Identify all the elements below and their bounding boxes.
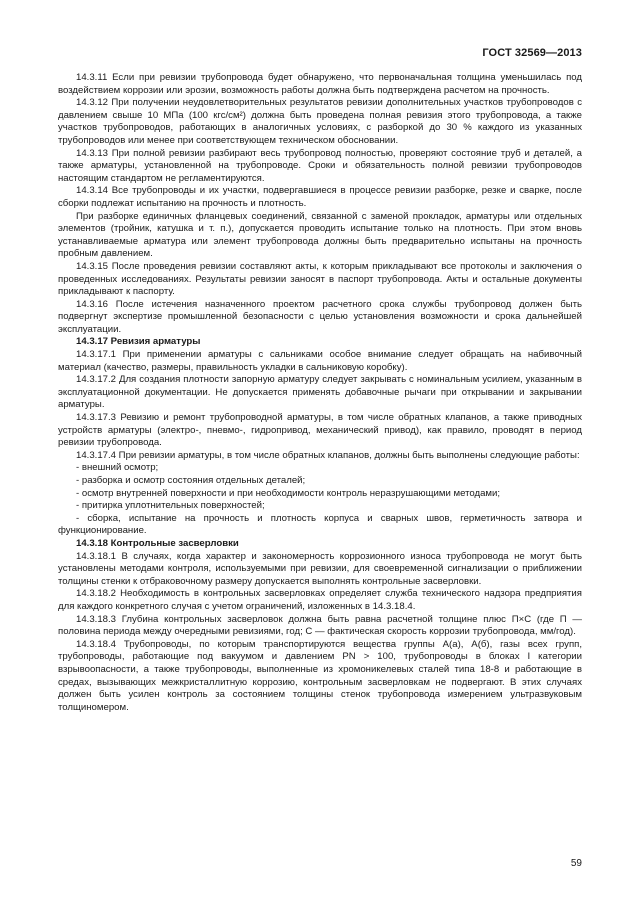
list-item: - осмотр внутренней поверхности и при необходимости контроль неразрушающими методами; (76, 487, 501, 499)
document-body (58, 72, 582, 714)
paragraph: 14.3.18.3 Глубина контрольных засверловок должна быть равна расчетной толщине плюс П×С (где П — половина периода между очередными ревизиями, год; С — фактическая скорость коррозии трубопровода, мм/год). (58, 613, 582, 638)
paragraph: 14.3.15 После проведения ревизии составляют акты, к которым прикладывают все протоколы и заключения о проведенных исследованиях. Результаты ревизии заносят в паспорт трубопровода. Акты и остальные документы прикладывают к паспорту. (58, 260, 582, 298)
paragraph: 14.3.13 При полной ревизии разбирают весь трубопровод полностью, проверяют состояние труб и деталей, а также арматуры, установленной на трубопроводе. Сроки и обязательность полной ревизии трубопроводов настоящим стандартом не регламентируются. (58, 147, 582, 184)
page-number: 59 (570, 858, 582, 869)
paragraph: 14.3.17.3 Ревизию и ремонт трубопроводной арматуры, в том числе обратных клапанов, а также приводных устройств арматуры (электро-, пневмо-, гидропривод, механический привод), как правило, проводят в период ревизии трубопровода. (58, 412, 582, 449)
section-heading: 14.3.17 Ревизия арматуры (76, 336, 201, 348)
paragraph: При разборке единичных фланцевых соединений, связанной с заменой прокладок, арматуры или отдельных элементов (тройник, катушка и т. п.), допускается проводить испытание только на плотность. При этом вновь устанавливаемые арматура или элемент трубопровода должны быть предварительно испытаны на прочность пробным давлением. (58, 210, 582, 260)
paragraph: 14.3.14 Все трубопроводы и их участки, подвергавшиеся в процессе ревизии разборке, резке и сварке, после сборки подлежат испытанию на прочность и плотность. (58, 185, 582, 209)
paragraph: 14.3.18.2 Необходимость в контрольных засверловках определяет служба технического надзора предприятия для каждого конкретного случая с учетом ограничений, изложенных в 14.3.18.4. (58, 588, 582, 612)
list-item: - внешний осмотр; (76, 462, 159, 474)
paragraph: 14.3.11 Если при ревизии трубопровода будет обнаружено, что первоначальная толщина уменьшилась под воздействием коррозии или эрозии, возможность работы должна быть подтверждена расчетом на прочность. (58, 72, 582, 96)
paragraph: 14.3.17.1 При применении арматуры с сальниками особое внимание следует обращать на набивочный материал (качество, размеры, правильность укладки в сальниковую коробку). (58, 349, 582, 373)
paragraph: 14.3.17.4 При ревизии арматуры, в том числе обратных клапанов, должны быть выполнены следующие работы: (76, 449, 580, 461)
standard-header: ГОСТ 32569—2013 (482, 47, 582, 59)
list-item: - притирка уплотнительных поверхностей; (76, 500, 265, 512)
list-item: - разборка и осмотр состояния отдельных деталей; (76, 475, 306, 486)
paragraph: 14.3.17.2 Для создания плотности запорную арматуру следует закрывать с номинальным усилием, указанным в эксплуатационной документации. Не допускается применять добавочные рычаги при открывании и закрывании арматуры. (58, 374, 582, 411)
paragraph: 14.3.18.1 В случаях, когда характер и закономерность коррозионного износа трубопровода не могут быть установлены методами контроля, используемыми при ревизии, для своевременной сигнализации о приближении толщины стенки к отбраковочному размеру допускается выполнять контрольные засверловки. (58, 550, 582, 587)
paragraph: 14.3.12 При получении неудовлетворительных результатов ревизии дополнительных участков трубопроводов с давлением свыше 10 МПа (100 кгс/см²) должна быть проведена полная ревизия этого трубопровода, а также участков трубопроводов, работающих в аналогичных условиях, с разборкой до 30 % каждого из указанных трубопроводов или менее при соответствующем техническом обосновании. (58, 97, 582, 146)
section-heading: 14.3.18 Контрольные засверловки (76, 537, 239, 549)
list-item: - сборка, испытание на прочность и плотность корпуса и сварных швов, герметичность затвора и функционирование. (58, 512, 582, 537)
paragraph: 14.3.16 После истечения назначенного проектом расчетного срока службы трубопровод должен быть подвергнут экспертизе промышленной безопасности с целью установления возможности и срока дальнейшей эксплуатации. (58, 298, 582, 335)
paragraph: 14.3.18.4 Трубопроводы, по которым транспортируются вещества группы А(а), А(б), газы всех групп, трубопроводы, работающие под вакуумом и давлением PN > 100, трубопроводы в блоках I категории взрывоопасности, а также трубопроводы, выполненные из хромоникелевых сталей типа 18-8 и работающие в средах, вызывающих межкристаллитную коррозию, контрольным засверловкам не подвергают. В этих случаях должен быть усилен контроль за состоянием толщины стенок трубопровода измерением ультразвуковым толщиномером. (58, 638, 582, 713)
